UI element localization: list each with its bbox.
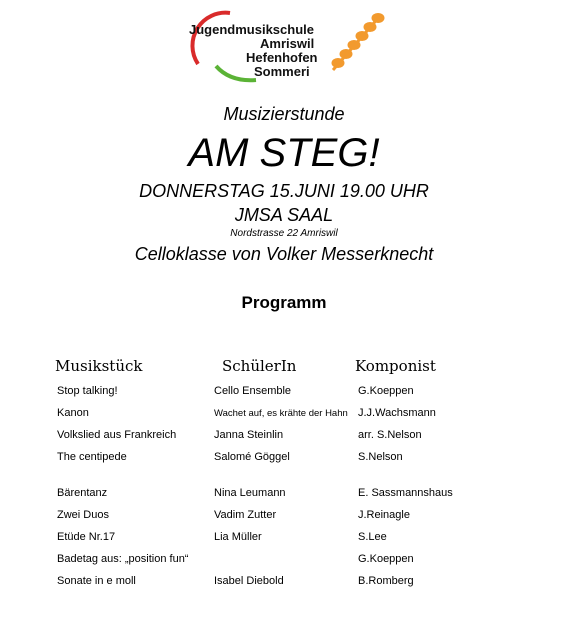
table-row-student: Wachet auf, es krähte der Hahn	[214, 408, 348, 419]
table-row-student: Cello Ensemble	[214, 385, 292, 397]
logo-line-4: Sommeri	[254, 64, 310, 79]
table-row-student: Salomé Göggel	[214, 451, 290, 463]
table-row-piece: Sonate in e moll	[57, 575, 136, 587]
school-logo	[168, 8, 398, 88]
column-header-piece: Musikstück	[55, 357, 143, 375]
table-row-piece: Badetag aus: „position fun“	[57, 553, 189, 565]
table-row-composer: B.Romberg	[358, 575, 414, 587]
table-row-composer: arr. S.Nelson	[358, 429, 422, 441]
table-row-piece: Volkslied aus Frankreich	[57, 429, 177, 441]
table-row-piece: Etüde Nr.17	[57, 531, 116, 543]
table-row-student: Vadim Zutter	[214, 509, 277, 521]
table-row-student: Lia Müller	[214, 531, 262, 543]
table-row-student: Janna Steinlin	[214, 429, 284, 441]
event-venue: JMSA SAAL	[234, 205, 334, 225]
logo-line-1: Jugendmusikschule	[189, 22, 314, 37]
table-row-composer: S.Nelson	[358, 451, 403, 463]
table-row-piece: Stop talking!	[57, 385, 118, 397]
logo-line-2: Amriswil	[260, 36, 315, 51]
event-class: Celloklasse von Volker Messerknecht	[134, 244, 434, 264]
table-row-composer: J.Reinagle	[358, 509, 410, 521]
table-row-student: Nina Leumann	[214, 487, 286, 499]
column-header-student: SchülerIn	[222, 357, 297, 375]
table-row-piece: Kanon	[57, 407, 89, 419]
logo-red-arc	[192, 13, 230, 64]
logo-line-3: Hefenhofen	[246, 50, 318, 65]
table-row-composer: G.Koeppen	[358, 385, 414, 397]
table-row-piece: The centipede	[57, 451, 127, 463]
logo-music-notes-icon	[332, 14, 384, 71]
event-subtitle: Musizierstunde	[223, 104, 345, 124]
table-row-student: Isabel Diebold	[214, 575, 284, 587]
table-row-piece: Bärentanz	[57, 487, 108, 499]
table-row-composer: G.Koeppen	[358, 553, 414, 565]
column-header-composer: Komponist	[355, 357, 436, 375]
event-title: AM STEG!	[188, 131, 380, 175]
program-title: Programm	[241, 293, 327, 312]
event-address: Nordstrasse 22 Amriswil	[230, 228, 338, 239]
logo-green-arc	[216, 66, 256, 80]
table-row-composer: J.J.Wachsmann	[358, 407, 436, 419]
table-row-piece: Zwei Duos	[57, 509, 109, 521]
event-date: DONNERSTAG 15.JUNI 19.00 UHR	[139, 181, 429, 201]
table-row-composer: S.Lee	[358, 531, 387, 543]
table-row-composer: E. Sassmannshaus	[358, 487, 453, 499]
